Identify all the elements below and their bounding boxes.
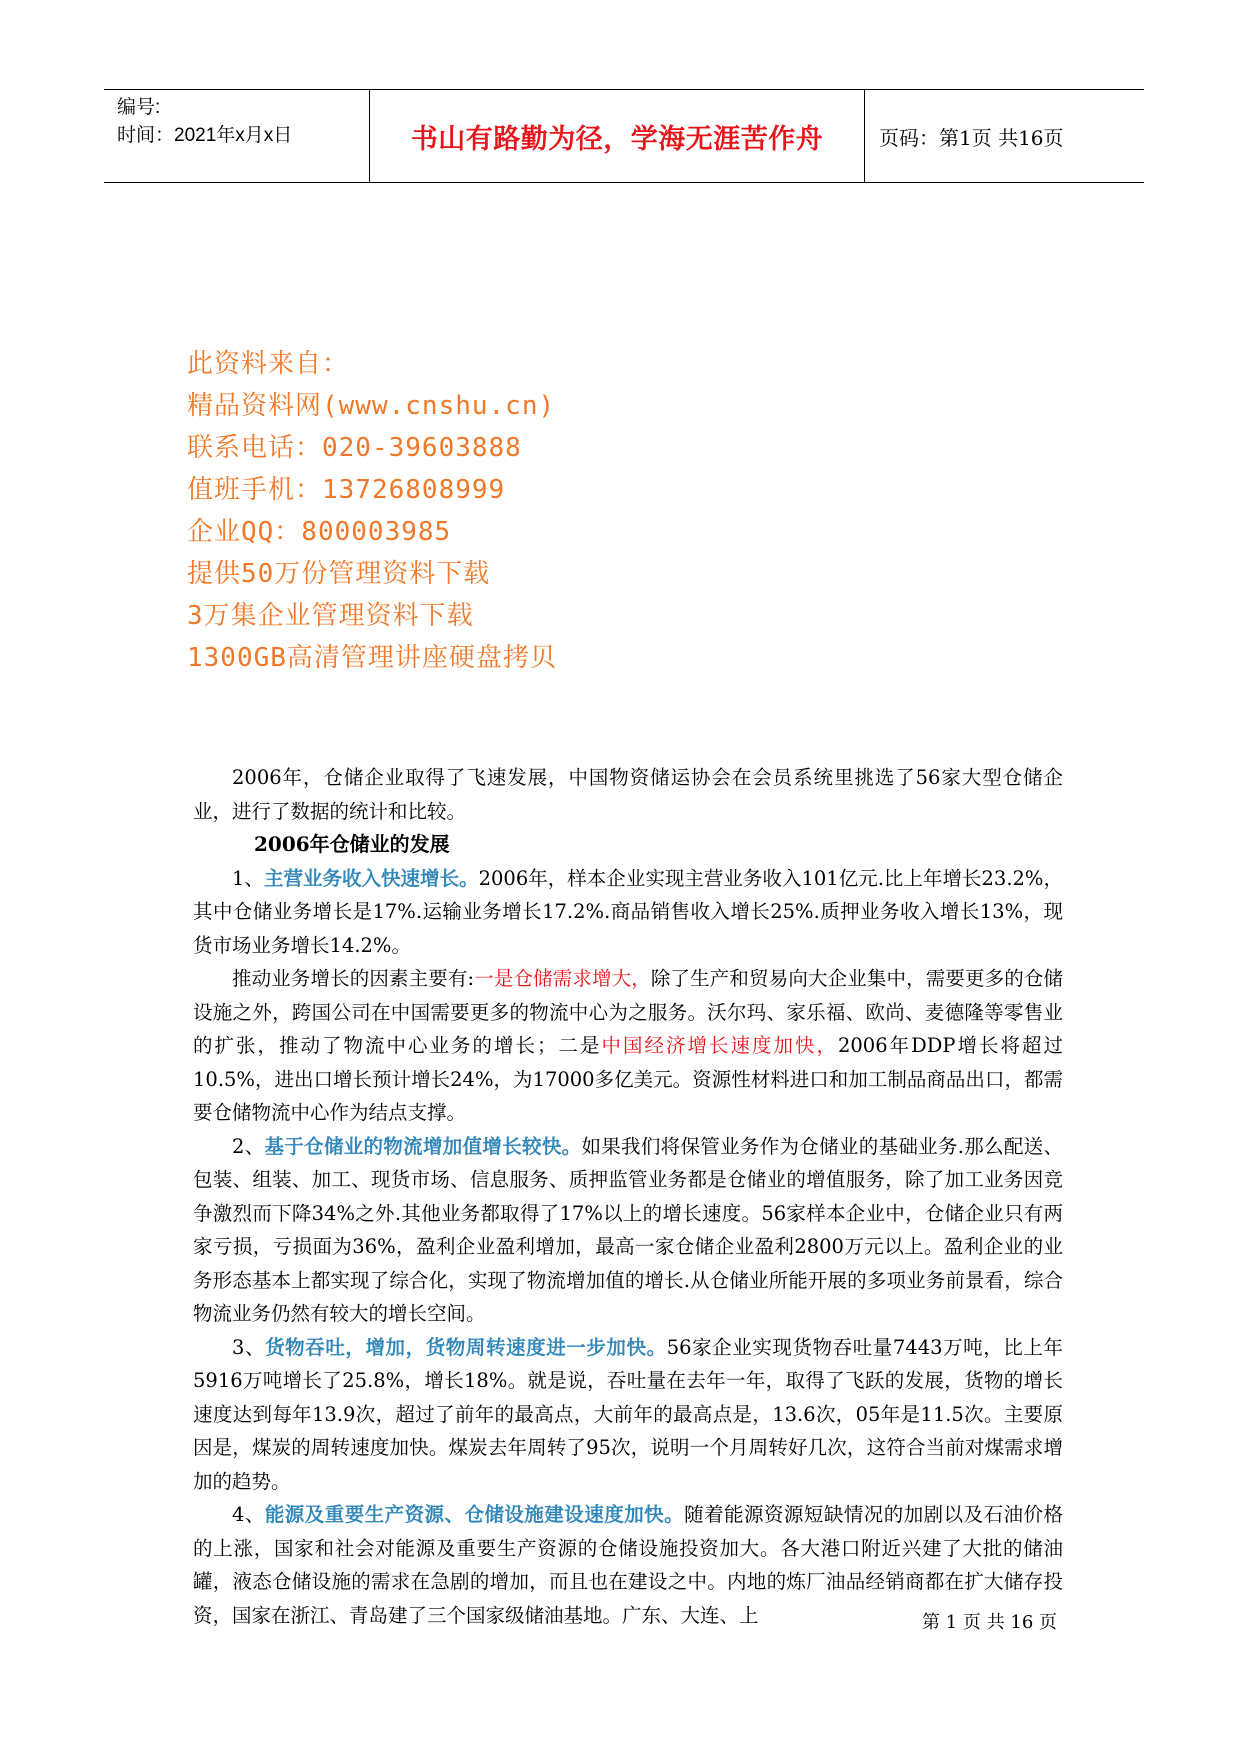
intro-paragraph: 2006年，仓储企业取得了飞速发展，中国物资储运协会在会员系统里挑选了56家大型仓储企业，进行了数据的统计和比较。 [193, 766, 1063, 823]
header-motto: 书山有路勤为径，学海无涯苦作舟 [410, 123, 824, 155]
paragraph-1 [193, 862, 1063, 963]
document-number-label: 编号: [117, 97, 161, 118]
paragraph-text: 除了生产和贸易向大企业集中，需要更多的仓储设施之外，跨国公司在中国需要更多的物流中心为之服务。沃尔玛、家乐福、欧尚、麦德隆等零售业的扩张，推动了物流中心业务的增长；二是 [193, 967, 1063, 1057]
header-meta [104, 90, 370, 182]
ad-line: 企业QQ：800003985 [187, 517, 452, 547]
paragraph-text: 56家企业实现货物吞吐量7443万吨，比上年5916万吨增长了25.8%，增长18%。就是说，吞吐量在去年一年，取得了飞跃的发展，货物的增长速度达到每年13.9次，超过了前年的最高点，大前年的最高点是，13.6次，05年是11.5次。主要原因是，煤炭的周转速度加快。煤炭去年周转了95次，说明一个月周转好几次，这符合当前对煤需求增加的趋势。 [193, 1335, 1063, 1493]
ad-line: 3万集企业管理资料下载 [187, 601, 474, 631]
article-body [193, 761, 1063, 1632]
highlight-heading: 货物吞吐，增加，货物周转速度进一步加快。 [265, 1335, 667, 1359]
header-page-label: 页码：第1页 共16页 [879, 125, 1064, 150]
paragraph-4 [193, 1331, 1063, 1499]
item-number: 2、 [232, 1134, 265, 1158]
paragraph-2 [193, 962, 1063, 1130]
document-time-label: 时间：2021年x月x日 [117, 125, 293, 146]
highlight-reason-2: 中国经济增长速度加快， [601, 1034, 838, 1057]
section-title: 2006年仓储业的发展 [254, 832, 450, 856]
paragraph-text: 随着能源资源短缺情况的加剧以及石油价格的上涨，国家和社会对能源及重要生产资源的仓储设施投资加大。各大港口附近兴建了大批的储油罐，液态仓储设施的需求在急剧的增加，而且也在建设之中。内地的炼厂油品经销商都在扩大储存投资，国家在浙江、青岛建了三个国家级储油基地。广东、大连、上 [193, 1503, 1063, 1627]
paragraph-text: 推动业务增长的因素主要有: [232, 967, 475, 990]
page-footer: 第 1 页 共 16 页 [922, 1612, 1057, 1633]
highlight-heading: 能源及重要生产资源、仓储设施建设速度加快。 [264, 1503, 685, 1526]
ad-line: 提供50万份管理资料下载 [187, 559, 491, 589]
ad-line: 值班手机：13726808999 [187, 475, 506, 505]
highlight-heading: 主营业务收入快速增长。 [263, 866, 479, 890]
ad-line: 联系电话：020-39603888 [187, 433, 522, 463]
highlight-reason-1: 一是仓储需求增大， [474, 967, 651, 990]
source-ad-block [187, 343, 557, 679]
ad-line: 1300GB高清管理讲座硬盘拷贝 [187, 643, 557, 673]
paragraph-3 [193, 1130, 1063, 1331]
ad-line: 此资料来自： [187, 349, 350, 379]
item-number: 1、 [232, 866, 264, 890]
header-page-cell [865, 90, 1144, 182]
header-motto-cell [370, 90, 865, 182]
paragraph-text: 如果我们将保管业务作为仓储业的基础业务.那么配送、包装、组装、加工、现货市场、信息服务、质押监管业务都是仓储业的增值服务，除了加工业务因竞争激烈而下降34%之外.其他业务都取得了17%以上的增长速度。56家样本企业中，仓储企业只有两家亏损，亏损面为36%，盈利企业盈利增加，最高一家仓储企业盈利2800万元以上。盈利企业的业务形态基本上都实现了综合化，实现了物流增加值的增长.从仓储业所能开展的多项业务前景看，综合物流业务仍然有较大的增长空间。 [193, 1134, 1063, 1325]
paragraph-text: 2006年DDP增长将超过10.5%，进出口增长预计增长24%，为17000多亿美元。资源性材料进口和加工制品商品出口，都需要仓储物流中心作为结点支撑。 [193, 1034, 1063, 1124]
document-header [104, 89, 1144, 183]
item-number: 3、 [232, 1335, 266, 1359]
paragraph-text: 2006年，样本企业实现主营业务收入101亿元.比上年增长23.2%，其中仓储业务增长是17%.运输业务增长17.2%.商品销售收入增长25%.质押业务收入增长13%，现货市场业务增长14.2%。 [193, 866, 1063, 957]
highlight-heading: 基于仓储业的物流增加值增长较快。 [264, 1134, 582, 1158]
ad-line: 精品资料网(www.cnshu.cn) [187, 391, 556, 421]
item-number: 4、 [232, 1503, 265, 1526]
